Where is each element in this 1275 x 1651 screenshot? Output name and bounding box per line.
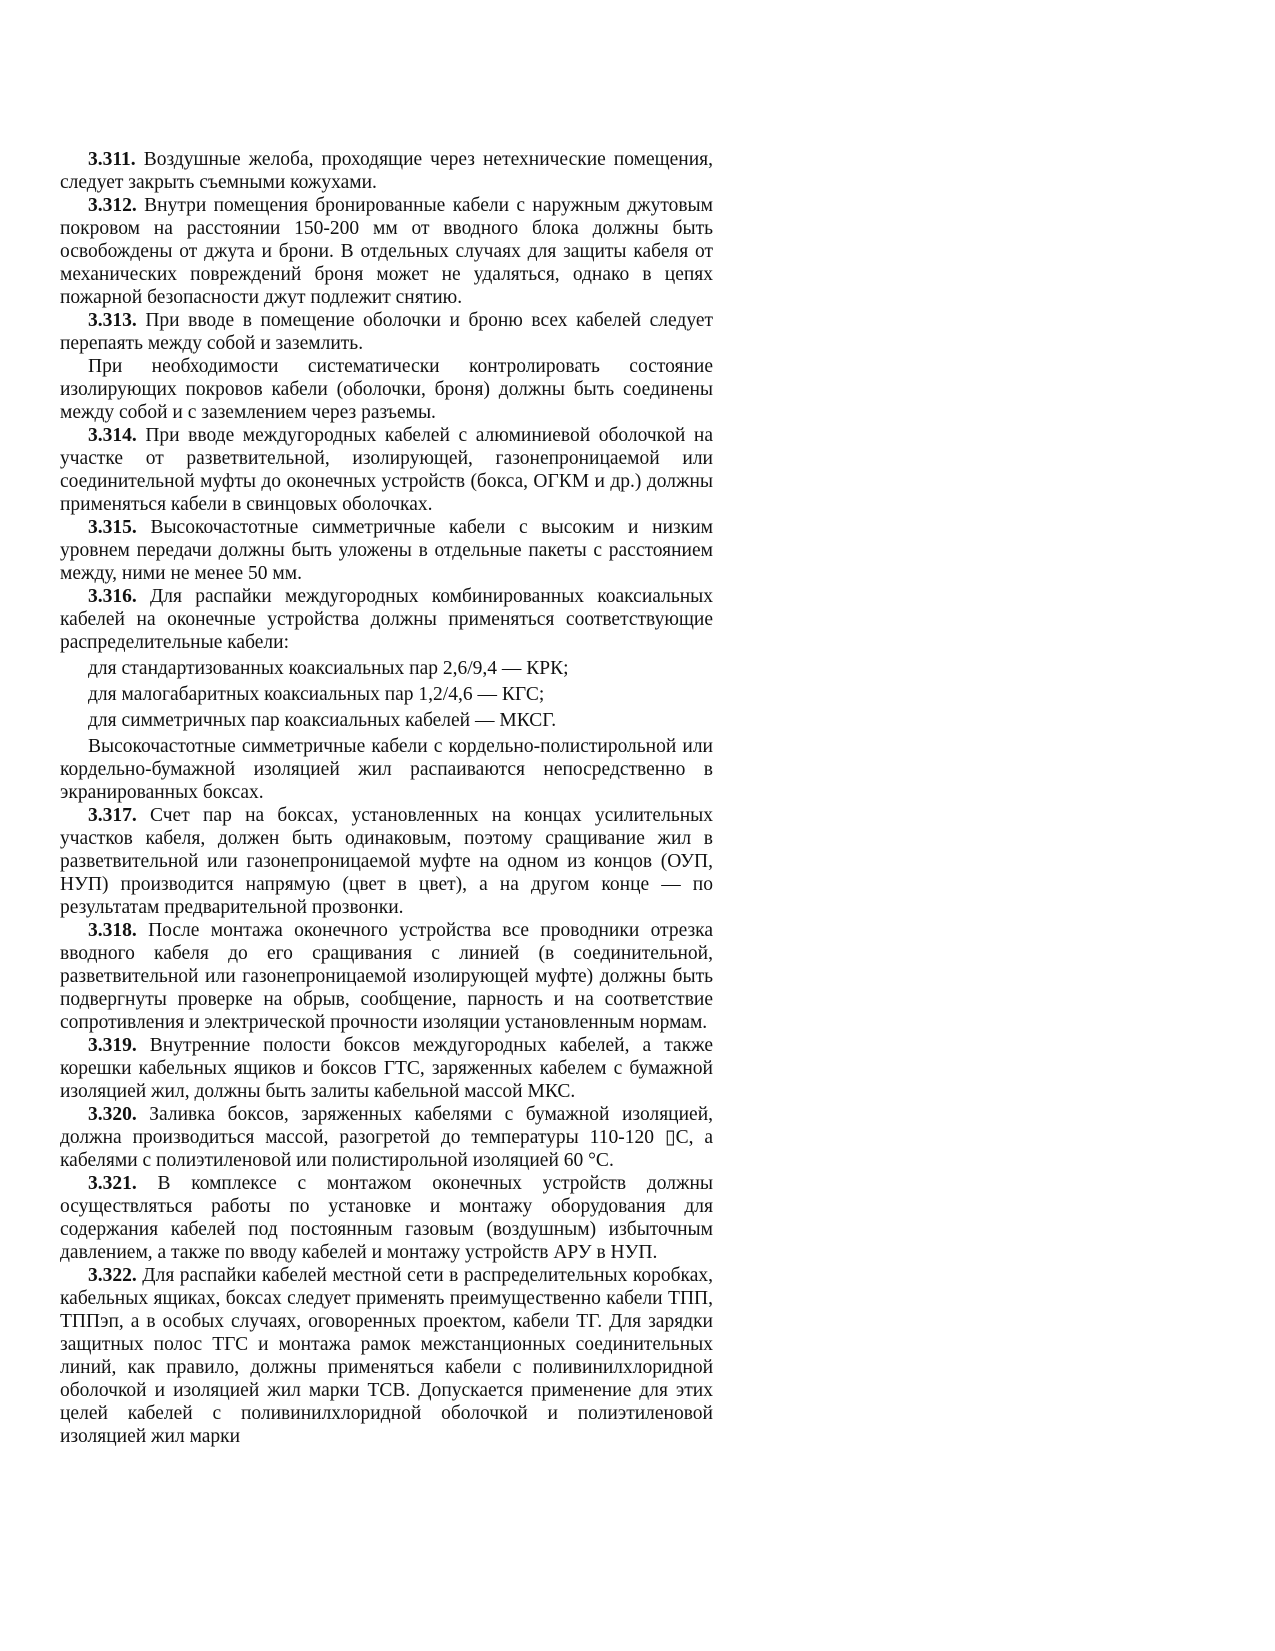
- paragraph-text: При необходимости систематически контролировать состояние изолирующих покровов кабели (оболочки, броня) должны быть соединены между собой и с заземлением через разъемы.: [60, 356, 713, 423]
- list-item-kgs: [60, 683, 713, 706]
- paragraph-3-319: [60, 1034, 713, 1103]
- paragraph-3-311: [60, 148, 713, 194]
- paragraph-3-313-continued: [60, 355, 713, 424]
- paragraph-3-312: [60, 194, 713, 309]
- paragraph-text: В комплексе с монтажом оконечных устройств должны осуществляться работы по установке и монтажу оборудования для содержания кабелей под постоянным газовым (воздушным) избыточным давлением, а также по вводу кабелей и монтажу устройств АРУ в НУП.: [60, 1173, 714, 1263]
- paragraph-number: 3.315.: [88, 517, 137, 538]
- paragraph-number: 3.313.: [88, 310, 137, 331]
- list-item-mksg: [60, 709, 713, 732]
- paragraph-number: 3.314.: [88, 425, 137, 446]
- paragraph-text: После монтажа оконечного устройства все проводники отрезка вводного кабеля до его сращивания с линией (в соединительной, разветвительной или газонепроницаемой изолирующей муфте) должны быть подвергнуты проверке на обрыв, сообщение, парность и на соответствие сопротивления и электрической прочности изоляции установленным нормам.: [60, 920, 713, 1033]
- paragraph-text: Высокочастотные симметричные кабели с высоким и низким уровнем передачи должны быть уложены в отдельные пакеты с расстоянием между, ними не менее 50 мм.: [60, 517, 714, 584]
- paragraph-3-316-continued: [60, 735, 713, 804]
- paragraph-text: Внутренние полости боксов междугородных кабелей, а также корешки кабельных ящиков и боксов ГТС, заряженных кабелем с бумажной изоляцией жил, должны быть залиты кабельной массой МКС.: [60, 1035, 713, 1102]
- list-item-text: для симметричных пар коаксиальных кабелей — МКСГ.: [88, 710, 557, 731]
- paragraph-text: Заливка боксов, заряженных кабелями с бумажной изоляцией, должна производиться массой, разогретой до температуры 110-120 ▯C, а кабелями с полиэтиленовой или полистирольной изоляцией 60 °С.: [60, 1104, 714, 1171]
- paragraph-text: Для распайки кабелей местной сети в распределительных коробках, кабельных ящиках, боксах следует применять преимущественно кабели ТПП, ТППэп, а в особых случаях, оговоренных проектом, кабели ТГ. Для зарядки защитных полос ТГС и монтажа рамок межстанционных соединительных линий, как правило, должны применяться кабели с поливинилхлоридной оболочкой и изоляцией жил марки ТСВ. Допускается применение для этих целей кабелей с поливинилхлоридной оболочкой и полиэтиленовой изоляцией жил марки: [60, 1265, 713, 1447]
- paragraph-number: 3.312.: [88, 195, 137, 216]
- paragraph-number: 3.311.: [88, 149, 136, 170]
- paragraph-text: Счет пар на боксах, установленных на концах усилительных участков кабеля, должен быть одинаковым, поэтому сращивание жил в разветвительной или газонепроницаемой муфте на одном из концов (ОУП, НУП) производится напрямую (цвет в цвет), а на другом конце — по результатам предварительной прозвонки.: [60, 805, 713, 918]
- paragraph-text: При вводе в помещение оболочки и броню всех кабелей следует перепаять между собой и заземлить.: [60, 310, 714, 354]
- paragraph-text: Высокочастотные симметричные кабели с кордельно-полистирольной или кордельно-бумажной изоляцией жил распаиваются непосредственно в экранированных боксах.: [60, 736, 713, 803]
- paragraph-number: 3.322.: [88, 1265, 137, 1286]
- paragraph-number: 3.316.: [88, 586, 137, 607]
- paragraph-number: 3.321.: [88, 1173, 137, 1194]
- paragraph-3-320: [60, 1103, 713, 1172]
- paragraph-3-313: [60, 309, 713, 355]
- list-item-text: для малогабаритных коаксиальных пар 1,2/4,6 — КГС;: [88, 684, 545, 705]
- paragraph-3-315: [60, 516, 713, 585]
- paragraph-number: 3.317.: [88, 805, 137, 826]
- paragraph-text: Для распайки междугородных комбинированных коаксиальных кабелей на оконечные устройства должны применяться соответствующие распределительные кабели:: [60, 586, 713, 653]
- paragraph-3-314: [60, 424, 713, 516]
- paragraph-text: Воздушные желоба, проходящие через нетехнические помещения, следует закрыть съемными кожухами.: [60, 149, 714, 193]
- list-item-krk: [60, 657, 713, 680]
- paragraph-3-318: [60, 919, 713, 1034]
- paragraph-number: 3.319.: [88, 1035, 137, 1056]
- paragraph-text: При вводе междугородных кабелей с алюминиевой оболочкой на участке от разветвительной, изолирующей, газонепроницаемой или соединительной муфты до оконечных устройств (бокса, ОГКМ и др.) должны применяться кабели в свинцовых оболочках.: [60, 425, 713, 515]
- paragraph-3-316: [60, 585, 713, 654]
- paragraph-3-317: [60, 804, 713, 919]
- paragraph-number: 3.318.: [88, 920, 137, 941]
- document-page: [60, 148, 713, 1448]
- paragraph-3-322: [60, 1264, 713, 1448]
- list-item-text: для стандартизованных коаксиальных пар 2,6/9,4 — КРК;: [88, 658, 569, 679]
- paragraph-number: 3.320.: [88, 1104, 137, 1125]
- paragraph-3-321: [60, 1172, 713, 1264]
- paragraph-text: Внутри помещения бронированные кабели с наружным джутовым покровом на расстоянии 150-200 мм от вводного блока должны быть освобождены от джута и брони. В отдельных случаях для защиты кабеля от механических повреждений броня может не удаляться, однако в цепях пожарной безопасности джут подлежит снятию.: [60, 195, 713, 308]
